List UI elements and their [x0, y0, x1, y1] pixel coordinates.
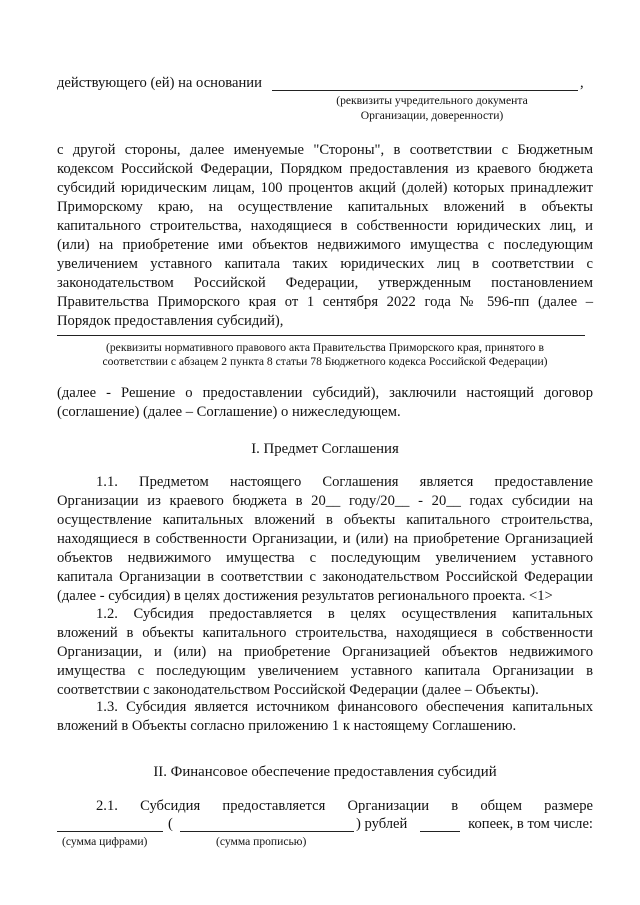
para-sides-line: кодексом Российской Федерации, Порядком предоставления из краевого бюджета [57, 161, 593, 177]
p1-2-line: 1.2. Субсидия предоставляется в целях осуществления капитальных [96, 606, 593, 622]
para-sides-line: капитального строительства, находящиеся в собственности юридических лиц, и [57, 218, 593, 234]
p1-2-line: соответствии с законодательством Российской Федерации (далее – Объекты). [57, 682, 539, 698]
p1-1-line: осуществление капитальных вложений в объекты капитального строительства, [57, 512, 593, 528]
para-decision-line: (соглашение) (далее – Соглашение) о нижеследующем. [57, 404, 401, 420]
para-decision-line: (далее - Решение о предоставлении субсидий), заключили настоящий договор [57, 385, 593, 401]
para-sides-line: Порядок предоставления субсидий), [57, 313, 284, 329]
para-sides-line: Приморскому краю, на осуществление капитальных вложений в объекты [57, 199, 593, 215]
section-2-title: II. Финансовое обеспечение предоставления субсидий [153, 764, 497, 780]
para-sides-line: законодательством Российской Федерации, утвержденным постановлением [57, 275, 593, 291]
p1-1-line: 1.1. Предметом настоящего Соглашения является предоставление [96, 474, 593, 490]
amount-kopecks-text: копеек, в том числе: [468, 816, 593, 832]
para-sides-line: субсидий юридическим лицам, 100 процентов акций (долей) которых принадлежит [57, 180, 593, 196]
p1-1-line: объектов недвижимого имущества с последующим увеличением уставного [57, 550, 593, 566]
p1-2-line: вложений в объекты капитального строительства, находящиеся в собственности [57, 625, 593, 641]
act-note-line: соответствии с абзацем 2 пункта 8 статьи 78 Бюджетного кодекса Российской Федерации) [102, 355, 548, 368]
intro-line-end: , [580, 75, 584, 91]
amount-rubles-text: ) рублей [356, 816, 408, 832]
para-sides-line: увеличением уставного капитала таких юридических лиц в соответствии с [57, 256, 593, 272]
section-1-title: I. Предмет Соглашения [251, 441, 399, 457]
basis-note-line1: (реквизиты учредительного документа [336, 94, 528, 107]
p1-1-line: (далее - субсидия) в целях достижения результатов регионального проекта. <1> [57, 588, 553, 604]
p1-2-line: Организации, и (или) на приобретение Организацией объектов недвижимого [57, 644, 593, 660]
basis-note-line2: Организации, доверенности) [360, 109, 504, 122]
amount-words-blank [180, 831, 354, 832]
p1-3-line: вложений в Объекты согласно приложению 1 к настоящему Соглашению. [57, 718, 517, 734]
amount-open-paren: ( [168, 816, 173, 832]
amount-digits-blank [57, 831, 163, 832]
amount-digits-note: (сумма цифрами) [62, 835, 148, 848]
basis-blank-line [272, 90, 578, 91]
para-sides-line: (или) на приобретение ими объектов недвижимого имущества с последующим [57, 237, 593, 253]
para-sides-line: с другой стороны, далее именуемые "Стороны", в соответствии с Бюджетным [57, 142, 593, 158]
p1-2-line: имущества с последующим увеличением уставного капитала Организации в [57, 663, 593, 679]
p1-1-line: Организации из краевого бюджета в 20__ году/20__ - 20__ годах субсидии на [57, 493, 593, 509]
para-sides-line: Правительства Приморского края от 1 сентября 2022 года № 596-пп (далее – [57, 294, 593, 310]
amount-words-note: (сумма прописью) [216, 835, 307, 848]
p2-1-line: 2.1. Субсидия предоставляется Организации в общем размере [96, 798, 593, 814]
p1-1-line: капитала Организации в соответствии с законодательством Российской Федерации [57, 569, 593, 585]
kopecks-blank [420, 831, 460, 832]
p1-3-line: 1.3. Субсидия является источником финансового обеспечения капитальных [96, 699, 593, 715]
intro-line-start: действующего (ей) на основании [57, 75, 262, 91]
act-blank-line [57, 335, 585, 336]
p1-1-line: находящиеся в собственности Организации, и (или) на приобретение Организацией [57, 531, 593, 547]
act-note-line: (реквизиты нормативного правового акта Правительства Приморского края, принятого в [106, 341, 544, 354]
